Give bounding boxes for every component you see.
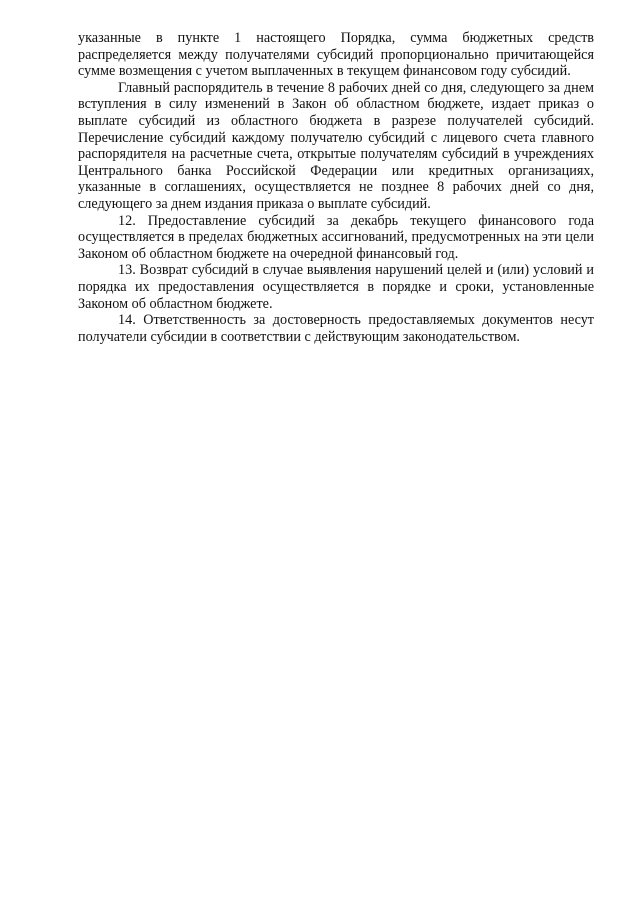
paragraph-item-14: 14. Ответственность за достоверность предоставляемых документов несут получатели субсидии в соответствии с действующим законодательством. bbox=[78, 312, 594, 345]
paragraph-chief-administrator: Главный распорядитель в течение 8 рабочих дней со дня, следующего за днем вступления в силу изменений в Закон об областном бюджете, издает приказ о выплате субсидий из областного бюджета в разрезе получателей субсидий. Перечисление субсидий каждому получателю субсидий с лицевого счета главного распорядителя на расчетные счета, открытые получателям субсидий в учреждениях Центрального банка Российской Федерации или кредитных организациях, указанные в соглашениях, осуществляется не позднее 8 рабочих дней со дня, следующего за днем издания приказа о выплате субсидий. bbox=[78, 79, 594, 212]
document-page bbox=[78, 30, 594, 345]
paragraph-item-13: 13. Возврат субсидий в случае выявления нарушений целей и (или) условий и порядка их предоставления осуществляется в порядке и сроки, установленные Законом об областном бюджете. bbox=[78, 262, 594, 312]
paragraph-item-12: 12. Предоставление субсидий за декабрь текущего финансового года осуществляется в пределах бюджетных ассигнований, предусмотренных на эти цели Законом об областном бюджете на очередной финансовый год. bbox=[78, 212, 594, 262]
paragraph-continuation: указанные в пункте 1 настоящего Порядка, сумма бюджетных средств распределяется между получателями субсидий пропорционально причитающейся сумме возмещения с учетом выплаченных в текущем финансовом году субсидий. bbox=[78, 30, 594, 80]
